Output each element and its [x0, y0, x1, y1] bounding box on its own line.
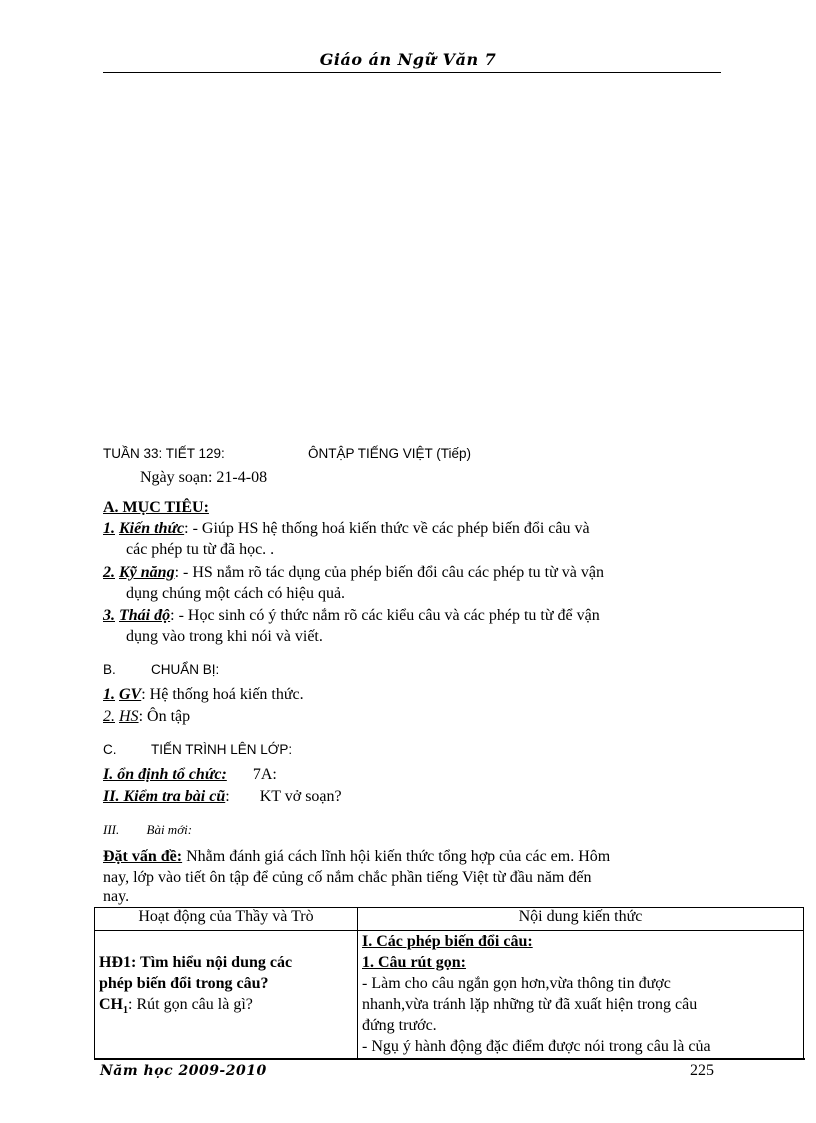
question-text: : Rút gọn câu là gì? — [128, 996, 253, 1013]
objective-knowledge — [103, 518, 590, 539]
prep-text: : Ôn tập — [138, 708, 191, 725]
content-line: - Ngụ ý hành động đặc điểm được nói trong câu là của — [362, 1038, 711, 1055]
lesson-week-period: TUẦN 33: TIẾT 129: — [103, 446, 225, 461]
table-header-row — [95, 908, 804, 931]
intro-label: Đặt vấn đề: — [103, 848, 183, 865]
objective-text: : - Học sinh có ý thức nắm rõ các kiểu câu và các phép tu từ để vận — [170, 607, 600, 624]
content-sub-title: 1. Câu rút gọn: — [362, 954, 467, 971]
objective-num: 3. — [103, 607, 115, 624]
objective-knowledge-cont: các phép tu từ đã học. . — [126, 541, 275, 558]
prep-text: : Hệ thống hoá kiến thức. — [141, 686, 304, 703]
footer-rule — [94, 1058, 805, 1060]
intro-line-2: nay, lớp vào tiết ôn tập để củng cố nắm chắc phần tiếng Việt từ đầu năm đến — [103, 869, 592, 886]
step-num: III. — [103, 822, 120, 837]
content-line: - Làm cho câu ngắn gọn hơn,vừa thông tin được — [362, 975, 671, 992]
step-old-lesson — [103, 786, 342, 807]
question — [99, 994, 353, 1021]
objective-num: 1. — [103, 520, 115, 537]
objective-text: : - HS nắm rõ tác dụng của phép biến đổi câu các phép tu từ và vận — [174, 564, 604, 581]
step-colon: : — [225, 788, 230, 805]
prep-num: 1. — [103, 686, 115, 703]
step-organization — [103, 764, 277, 785]
activity-title: HĐ1: Tìm hiểu nội dung các — [99, 954, 293, 971]
objective-label: Kỹ năng — [119, 564, 175, 581]
section-c-letter: C. — [103, 742, 117, 757]
activity-title-cont: phép biến đổi trong câu? — [99, 975, 269, 992]
lesson-title: ÔNTẬP TIẾNG VIỆT (Tiếp) — [308, 446, 472, 461]
prep-label: GV — [119, 686, 142, 703]
question-label: CH — [99, 996, 123, 1013]
prep-teacher — [103, 684, 304, 705]
intro-line-1 — [103, 846, 610, 867]
lesson-date: Ngày soạn: 21-4-08 — [140, 469, 268, 486]
header-title: Giáo án Ngữ Văn 7 — [319, 50, 497, 69]
content-cell — [358, 931, 804, 1062]
objective-skills — [103, 562, 604, 583]
step-label: I. ổn định tổ chức: — [103, 766, 227, 783]
section-a-heading: A. MỤC TIÊU: — [103, 499, 209, 516]
objective-attitude — [103, 605, 600, 626]
step-value: 7A: — [252, 766, 277, 783]
table-row — [95, 931, 804, 1062]
objective-text: : - Giúp HS hệ thống hoá kiến thức về các phép biến đổi câu và — [184, 520, 590, 537]
step-value: KT vở soạn? — [259, 788, 342, 805]
table-header: Nội dung kiến thức — [358, 908, 804, 931]
footer-year: Năm học 2009-2010 — [100, 1063, 267, 1079]
objective-label: Thái độ — [119, 607, 171, 624]
question-sub: 1 — [123, 1005, 128, 1017]
prep-student — [103, 706, 190, 727]
step-label: II. Kiểm tra bài cũ — [103, 788, 226, 805]
objective-label: Kiến thức — [119, 520, 185, 537]
section-c-heading: TIẾN TRÌNH LÊN LỚP: — [151, 742, 293, 757]
header-rule — [103, 72, 721, 73]
objective-skills-cont: dụng chúng một cách có hiệu quả. — [126, 585, 346, 602]
section-b-heading: CHUẨN BỊ: — [151, 662, 220, 677]
content-line: đứng trước. — [362, 1017, 437, 1034]
objective-attitude-cont: dụng vào trong khi nói và viết. — [126, 628, 323, 645]
content-line: nhanh,vừa tránh lặp những từ đã xuất hiện trong câu — [362, 996, 698, 1013]
activity-cell — [95, 931, 358, 1062]
lesson-table — [94, 907, 804, 1062]
footer-page-number: 225 — [690, 1062, 714, 1079]
objective-num: 2. — [103, 564, 115, 581]
step-new-lesson — [103, 822, 192, 838]
intro-line-3: nay. — [103, 888, 130, 905]
step-label: Bài mới: — [146, 822, 193, 837]
intro-text: Nhằm đánh giá cách lĩnh hội kiến thức tổng hợp của các em. Hôm — [182, 848, 611, 865]
section-b-letter: B. — [103, 662, 116, 677]
table-header: Hoạt động của Thầy và Trò — [95, 908, 358, 931]
content-section-title: I. Các phép biến đổi câu: — [362, 933, 533, 950]
prep-num: 2. — [103, 708, 115, 725]
prep-label: HS — [119, 708, 139, 725]
